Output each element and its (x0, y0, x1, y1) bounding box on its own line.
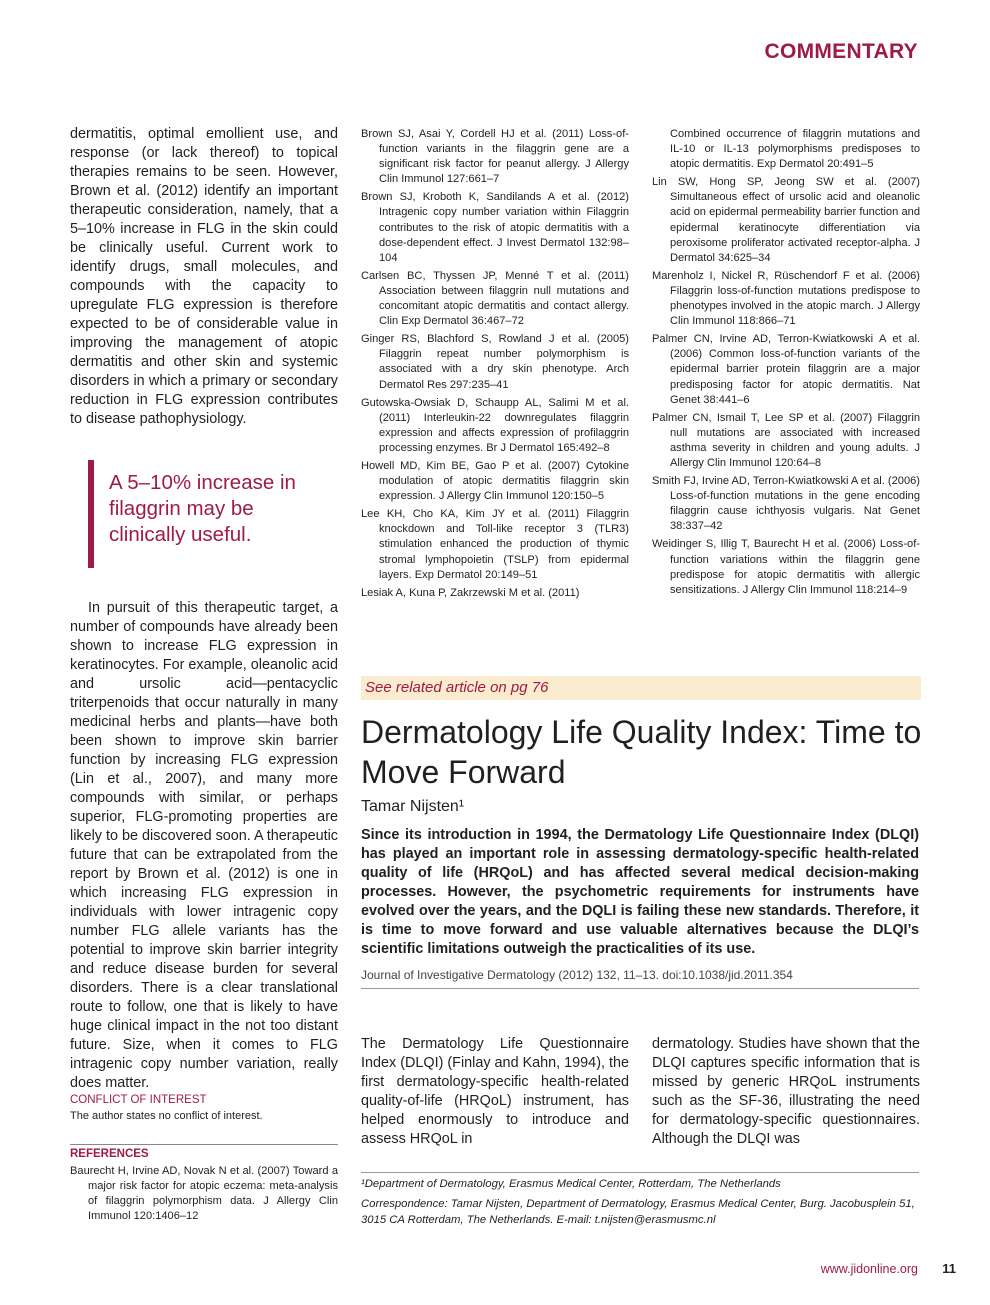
pull-quote (88, 460, 344, 568)
reference-item: Ginger RS, Blachford S, Rowland J et al. (2005) Filaggrin repeat number polymorphism is associated with a dry skin phenotype. Arch Dermatol Res 297:235–41 (361, 333, 629, 391)
reference-item: Weidinger S, Illig T, Baurecht H et al. (2006) Loss-of-function variations within the filaggrin gene predispose for atopic dermatitis with allergic sensitizations. J Allergy Clin Immunol 118:214–9 (652, 538, 920, 596)
journal-url[interactable]: www.jidonline.org (820, 1262, 918, 1276)
see-related-article-bar (361, 676, 921, 700)
references-list-right (652, 127, 920, 601)
article-title: Dermatology Life Quality Index: Time to Move Forward (361, 714, 922, 790)
reference-item: Smith FJ, Irvine AD, Terron-Kwiatkowski A et al. (2006) Loss-of-function mutations in the gene encoding filaggrin cause ichthyosis vulgaris. Nat Genet 38:337–42 (652, 475, 920, 533)
references-divider (70, 1144, 338, 1145)
article-citation: Journal of Investigative Dermatology (2012) 132, 11–13. doi:10.1038/jid.2011.354 (361, 968, 793, 982)
citation-divider (361, 988, 919, 989)
conflict-of-interest-text: The author states no conflict of interest. (70, 1110, 263, 1122)
reference-continuation: Combined occurrence of filaggrin mutations and IL-10 or IL-13 polymorphisms predisposes to atopic dermatitis. Exp Dermatol 20:491–5 (670, 128, 920, 171)
reference-item: Marenholz I, Nickel R, Rüschendorf F et al. (2006) Filaggrin loss-of-function mutations predispose to phenotypes involved in the atopic march. J Allergy Clin Immunol 118:866–71 (652, 269, 920, 328)
reference-item: Palmer CN, Ismail T, Lee SP et al. (2007) Filaggrin null mutations are associated with increased asthma severity in children and young adults. J Allergy Clin Immunol 120:64–8 (652, 411, 920, 469)
see-related-article-link[interactable]: See related article on pg 76 (365, 679, 549, 696)
paragraph: dermatitis, optimal emollient use, and response (or lack thereof) to topical therapies remains to be seen. However, Brown et al. (2012) identify an important therapeutic consideration, namely, that a 5–10% increase in FLG in the skin could be clinically useful. Current work to identify drugs, small molecules, and compounds with the capacity to upregulate FLG expression is therefore expected to be of considerable value in improving the management of atopic dermatitis and other skin and systemic disorders in which a primary or secondary reduction in FLG expression contributes to disease pathophysiology. (70, 126, 338, 427)
left-column-paragraph-1 (70, 125, 338, 429)
pull-quote-text: A 5–10% increase in filaggrin may be clinically useful. (109, 471, 296, 546)
reference-item: Lin SW, Hong SP, Jeong SW et al. (2007) Simultaneous effect of ursolic acid and oleanolic acid on epidermal permeability barrier function and epidermal keratinocyte differentiation via peroxisome proliferator activated receptor-alpha. J Dermatol 34:625–34 (652, 176, 920, 264)
article-body-column-1 (361, 1035, 629, 1149)
footnote-divider (361, 1172, 919, 1173)
reference-item: Carlsen BC, Thyssen JP, Menné T et al. (2011) Association between filaggrin null mutations and concomitant atopic dermatitis and contact allergy. Clin Exp Dermatol 36:467–72 (361, 269, 629, 328)
article-abstract: Since its introduction in 1994, the Dermatology Life Questionnaire Index (DLQI) has played an important role in assessing dermatology-specific health-related quality of life (HRQoL) and has affected several medical decision-making processes. However, the psychometric requirements for instruments have evolved over the years, and the DQLI is failing these new standards. Therefore, it is time to move forward and use valuable alternatives because the DLQI’s scientific limitations outweigh the practicalities of its use. (361, 827, 919, 957)
conflict-of-interest-heading: CONFLICT OF INTEREST (70, 1094, 207, 1106)
article-body-column-2 (652, 1035, 920, 1149)
footnote-correspondence: Correspondence: Tamar Nijsten, Department of Dermatology, Erasmus Medical Center, Burg. Jacobusplein 51, 3015 CA Rotterdam, The Netherlands. E-mail: t.nijsten@erasmusmc.nl (361, 1198, 915, 1226)
section-label: COMMENTARY (764, 40, 918, 63)
paragraph: The Dermatology Life Questionnaire Index (DLQI) (Finlay and Kahn, 1994), the first dermatology-specific health-related quality-of-life (HRQoL) instrument, has helped enormously to introduce and assess HRQoL in (361, 1036, 629, 1147)
reference-item: Lesiak A, Kuna P, Zakrzewski M et al. (2011) (361, 586, 580, 599)
references-list-middle (361, 127, 629, 604)
left-column-paragraph-2 (70, 599, 338, 1093)
page-number: 11 (942, 1261, 956, 1276)
references-heading: REFERENCES (70, 1148, 149, 1160)
reference-item: Brown SJ, Kroboth K, Sandilands A et al. (2012) Intragenic copy number variation within Filaggrin contributes to the risk of atopic dermatitis with a dose-dependent effect. J Invest Dermatol 132:98–104 (361, 191, 629, 264)
reference-item: Brown SJ, Asai Y, Cordell HJ et al. (2011) Loss-of-function variants in the filaggrin gene are a significant risk factor for peanut allergy. J Allergy Clin Immunol 127:661–7 (361, 128, 629, 186)
footnote-affiliation: ¹Department of Dermatology, Erasmus Medical Center, Rotterdam, The Netherlands (361, 1178, 781, 1190)
article-author: Tamar Nijsten¹ (361, 798, 465, 815)
reference-item: Lee KH, Cho KA, Kim JY et al. (2011) Filaggrin knockdown and Toll-like receptor 3 (TLR3) stimulation enhanced the production of thymic stromal lymphopoietin (TSLP) from epidermal layers. Exp Dermatol 20:149–51 (361, 508, 629, 581)
reference-item: Palmer CN, Irvine AD, Terron-Kwiatkowski A et al. (2006) Common loss-of-function variants of the epidermal barrier protein filaggrin are a major predisposing factor for atopic dermatitis. Nat Genet 38:441–6 (652, 333, 920, 406)
paragraph: In pursuit of this therapeutic target, a number of compounds have already been shown to increase FLG expression in keratinocytes. For example, oleanolic acid and ursolic acid—pentacyclic triterpenoids that occur naturally in many medicinal herbs and plants—have both been shown to improve skin barrier function by increasing FLG expression (Lin et al., 2007), and many more compounds with similar, or perhaps superior, FLG-promoting properties are likely to be discovered soon. A therapeutic future that can be extrapolated from the report by Brown et al. (2012) is one in which increasing FLG expression in individuals with lower intragenic copy number FLG allele variants has the potential to improve skin barrier integrity and reduce disease burden for several disorders. There is a clear translational route to follow, one that is likely to have huge clinical impact in the not too distant future. Size, when it comes to FLG intragenic copy number variation, really does matter. (70, 600, 338, 1091)
references-list-left (70, 1164, 338, 1227)
reference-item: Gutowska-Owsiak D, Schaupp AL, Salimi M et al. (2011) Interleukin-22 downregulates filaggrin expression and affects expression of profilaggrin processing enzymes. Br J Dermatol 165:492–8 (361, 396, 629, 454)
reference-item: Howell MD, Kim BE, Gao P et al. (2007) Cytokine modulation of atopic dermatitis filaggrin skin expression. J Allergy Clin Immunol 120:150–5 (361, 459, 629, 503)
paragraph: dermatology. Studies have shown that the DLQI captures specific information that is missed by generic HRQoL instruments such as the SF-36, illustrating the need for dermatology-specific questionnaires. Although the DLQI was (652, 1036, 920, 1147)
reference-item: Baurecht H, Irvine AD, Novak N et al. (2007) Toward a major risk factor for atopic eczema: meta-analysis of filaggrin polymorphism data. J Allergy Clin Immunol 120:1406–12 (70, 1165, 338, 1223)
